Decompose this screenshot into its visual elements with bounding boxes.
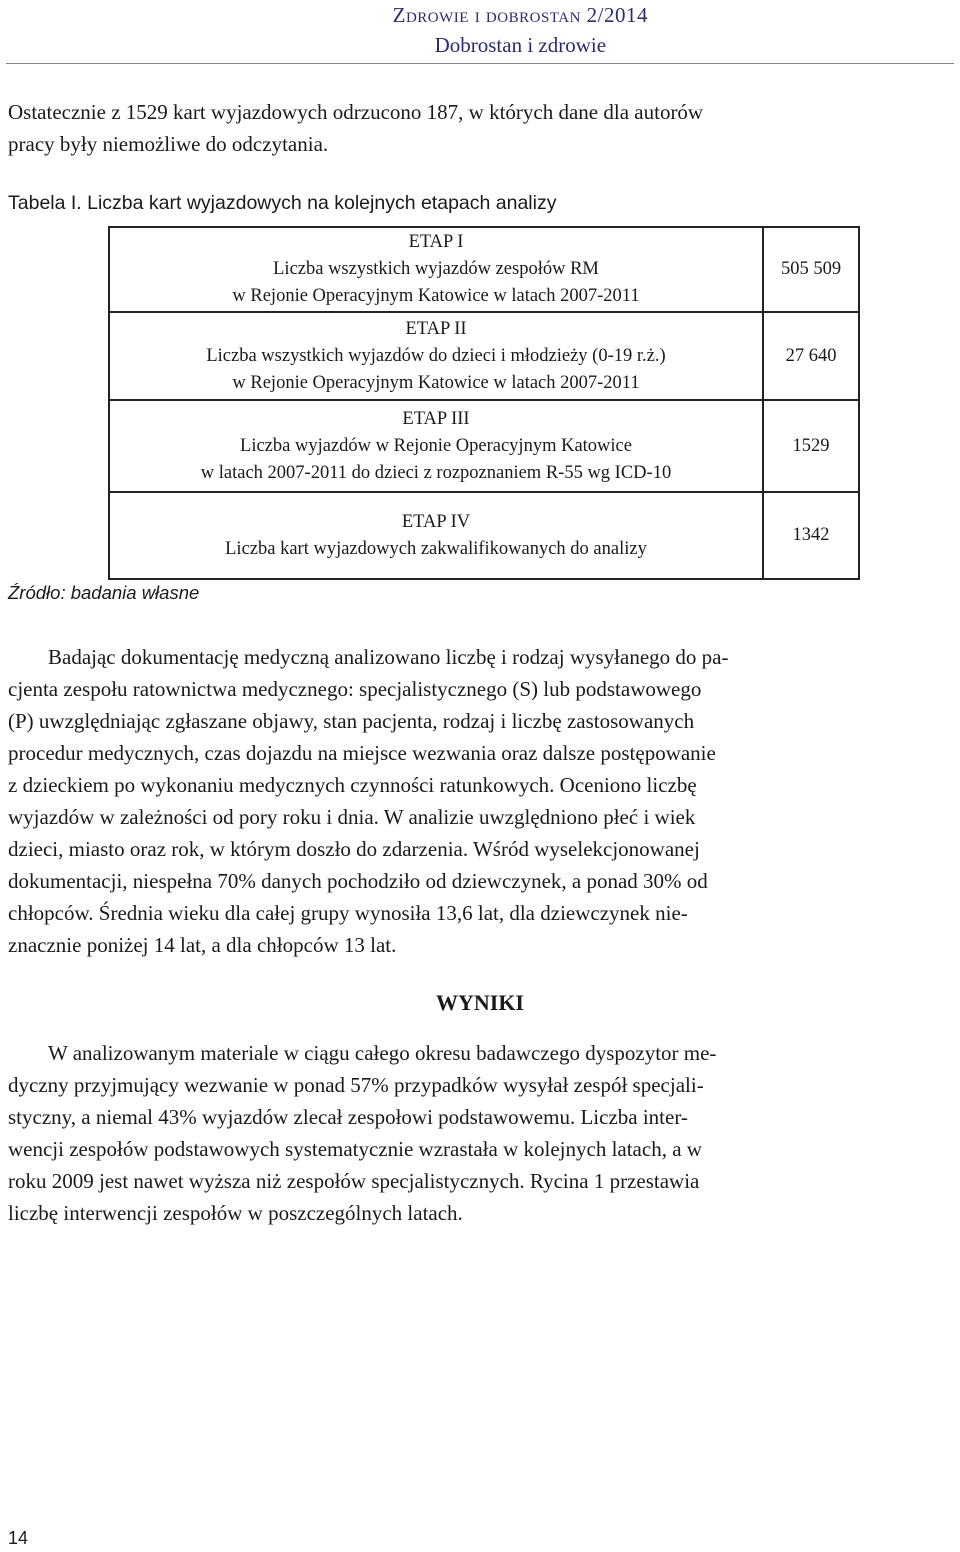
intro-paragraph	[8, 96, 952, 160]
stage-text: w Rejonie Operacyjnym Katowice w latach 2007-2011	[232, 372, 640, 393]
stage-label: ETAP IV	[401, 511, 471, 532]
text-line: wyjazdów w zależności od pory roku i dnia. W analizie uwzględniono płeć i wiek	[8, 805, 696, 829]
stage-cell	[109, 227, 763, 312]
text-line: procedur medycznych, czas dojazdu na miejsce wezwania oraz dalsze postępowanie	[8, 741, 716, 765]
section-title: Dobrostan i zdrowie	[434, 33, 607, 57]
value-cell: 1342	[763, 492, 859, 579]
text-line: liczbę interwencji zespołów w poszczególnych latach.	[8, 1201, 463, 1225]
text-line: dokumentacji, niespełna 70% danych pochodziło od dziewczynek, a ponad 30% od	[8, 869, 708, 893]
value-cell: 27 640	[763, 312, 859, 400]
text-line: dyczny przyjmujący wezwanie w ponad 57% przypadków wysyłał zespół specjali-	[8, 1073, 704, 1097]
text-line: wencji zespołów podstawowych systematycznie wzrastała w kolejnych latach, a w	[8, 1137, 702, 1161]
table-row	[109, 492, 859, 579]
stage-text: Liczba wszystkich wyjazdów do dzieci i młodzieży (0-19 r.ż.)	[206, 345, 666, 366]
text-line: styczny, a niemal 43% wyjazdów zlecał zespołowi podstawowemu. Liczba inter-	[8, 1105, 688, 1129]
value-cell: 505 509	[763, 227, 859, 312]
running-header	[393, 0, 648, 60]
table-row	[109, 312, 859, 400]
stage-label: ETAP I	[408, 232, 464, 252]
stage-text: w latach 2007-2011 do dzieci z rozpoznaniem R-55 wg ICD-10	[200, 462, 672, 483]
results-paragraph	[8, 1037, 952, 1229]
intro-line: Ostatecznie z 1529 kart wyjazdowych odrzucono 187, w których dane dla autorów	[8, 100, 704, 124]
text-line: chłopców. Średnia wieku dla całej grupy wynosiła 13,6 lat, dla dziewczynek nie-	[8, 901, 688, 925]
text-line: Badając dokumentację medyczną analizowano liczbę i rodzaj wysyłanego do pa-	[48, 645, 729, 669]
table-caption: Tabela I. Liczba kart wyjazdowych na kolejnych etapach analizy	[8, 192, 557, 214]
intro-line: pracy były niemożliwe do odczytania.	[8, 132, 329, 156]
header-rule	[6, 63, 954, 64]
stage-label: ETAP II	[405, 318, 467, 339]
stages-table	[108, 226, 860, 580]
stage-cell	[109, 400, 763, 492]
text-line: roku 2009 jest nawet wyższa niż zespołów specjalistycznych. Rycina 1 przestawia	[8, 1169, 700, 1193]
text-line: z dzieckiem po wykonaniu medycznych czynności ratunkowych. Oceniono liczbę	[8, 773, 697, 797]
table-row	[109, 400, 859, 492]
text-line: dzieci, miasto oraz rok, w którym doszło do zdarzenia. Wśród wyselekcjonowanej	[8, 837, 700, 861]
value-cell: 1529	[763, 400, 859, 492]
text-line: znacznie poniżej 14 lat, a dla chłopców 13 lat.	[8, 933, 397, 957]
stage-label: ETAP III	[402, 408, 470, 429]
stage-text: Liczba kart wyjazdowych zakwalifikowanych do analizy	[225, 538, 647, 559]
text-line: (P) uwzględniając zgłaszane objawy, stan pacjenta, rodzaj i liczbę zastosowanych	[8, 709, 695, 733]
stage-cell	[109, 492, 763, 579]
page-number: 14	[8, 1528, 29, 1548]
journal-title: Zdrowie i dobrostan 2/2014	[392, 3, 648, 27]
stage-text: Liczba wyjazdów w Rejonie Operacyjnym Katowice	[240, 435, 632, 456]
stage-text: w Rejonie Operacyjnym Katowice w latach 2007-2011	[232, 286, 640, 306]
stage-text: Liczba wszystkich wyjazdów zespołów RM	[273, 259, 599, 279]
table-row	[109, 227, 859, 312]
methods-paragraph	[8, 641, 952, 961]
results-heading: WYNIKI	[435, 990, 524, 1015]
table-source: Źródło: badania własne	[8, 582, 200, 603]
stage-cell	[109, 312, 763, 400]
text-line: cjenta zespołu ratownictwa medycznego: specjalistycznego (S) lub podstawowego	[8, 677, 702, 701]
text-line: W analizowanym materiale w ciągu całego okresu badawczego dyspozytor me-	[48, 1041, 717, 1065]
